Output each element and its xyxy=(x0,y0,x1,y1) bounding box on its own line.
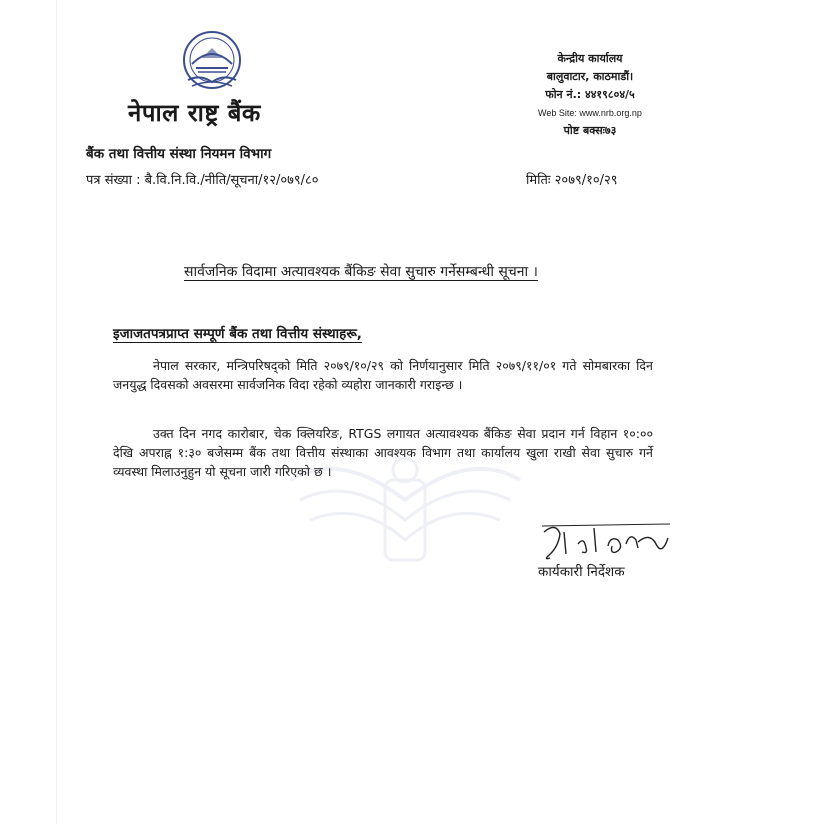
address-line-office: केन्द्रीय कार्यालय xyxy=(557,52,623,65)
page-left-edge xyxy=(56,0,57,824)
bank-name: नेपाल राष्ट्र बैंक xyxy=(128,99,261,127)
reference-number: पत्र संख्या : बै.वि.नि.वि./नीति/सूचना/१२/०७९/८० xyxy=(86,173,319,188)
department-name: बैंक तथा वित्तीय संस्था नियमन विभाग xyxy=(86,146,272,162)
addressee: इजाजतपत्रप्राप्त सम्पूर्ण बैंक तथा वित्तीय संस्थाहरू, xyxy=(113,326,362,342)
po-box: पोष्ट बक्सः७३ xyxy=(563,124,617,137)
signer-title: कार्यकारी निर्देशक xyxy=(538,564,625,580)
notice-subject: सार्वजनिक विदामा अत्यावश्यक बैंकिङ सेवा सुचारु गर्नेसम्बन्धी सूचना । xyxy=(184,264,538,280)
office-address xyxy=(520,50,660,140)
website-link[interactable]: Web Site: www.nrb.org.np xyxy=(538,108,642,118)
nepal-rastra-bank-emblem-icon xyxy=(178,30,246,94)
body-paragraph: नेपाल सरकार, मन्त्रिपरिषद्को मिति २०७९/१०/२९ को निर्णयानुसार मिति २०७९/११/०१ गते सोमबारका दिन जनयुद्ध दिवसको अवसरमा सार्वजनिक विदा रहेको व्यहोरा जानकारी गराइन्छ । xyxy=(113,358,653,392)
handwritten-signature-icon xyxy=(538,518,674,566)
phone-number: फोन नं.: ४४१९८०४/५ xyxy=(545,88,635,101)
letter-date: मितिः २०७९/१०/२९ xyxy=(526,173,618,188)
body-paragraph: उक्त दिन नगद कारोबार, चेक क्लियरिङ, RTGS लगायत अत्यावश्यक बैंकिङ सेवा प्रदान गर्न विहान १०:०० देखि अपराह्न १:३० बजेसम्म बैंक तथा वित्तीय संस्थाका आवश्यक विभाग तथा कार्यालय खुला राखी सेवा सुचारु गर्ने व्यवस्था मिलाउनुहुन यो सूचना जारी गरिएको छ । xyxy=(113,426,653,479)
address-line-location: बालुवाटार, काठमाडौं। xyxy=(546,70,634,83)
